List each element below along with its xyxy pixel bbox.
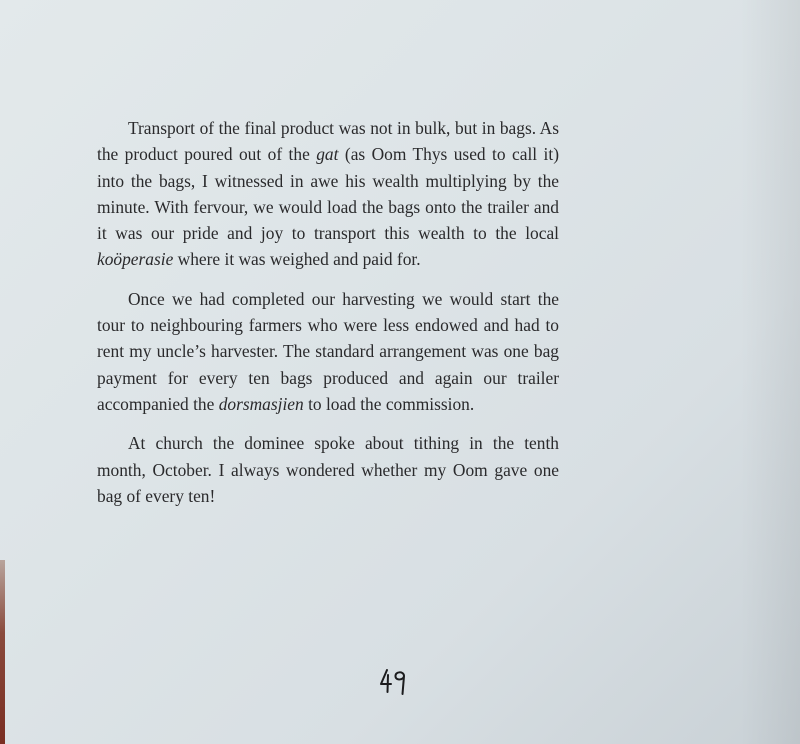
page-number xyxy=(378,664,408,698)
paragraph-2-text-b: to load the commission. xyxy=(303,393,475,414)
italic-term-dorsmasjien: dorsmasjien xyxy=(218,393,304,414)
handwritten-page-number xyxy=(378,664,408,698)
paragraph-1-text-c: where it was weighed and paid for. xyxy=(173,249,421,270)
body-text xyxy=(97,115,559,522)
paragraph-3 xyxy=(97,430,559,509)
paragraph-2-text-a: Once we had completed our harvesting we would start the tour to neighbouring farmers who were less endowed and had to rent my uncle’s harvester. The standard arrangement was one bag payment for every ten bags produced and again our trailer accompanied the xyxy=(97,288,559,414)
paragraph-1 xyxy=(97,115,559,273)
paragraph-3-text: At church the dominee spoke about tithing in the tenth month, October. I always wondered whether my Oom gave one bag of every ten! xyxy=(97,433,559,506)
paragraph-1-text-a: Transport of the final product was not in bulk, but in bags. As the product poured out of the xyxy=(97,118,559,165)
page-shadow xyxy=(740,0,800,744)
italic-term-kooperasie: koöperasie xyxy=(97,249,174,270)
paragraph-2 xyxy=(97,286,559,417)
italic-term-gat: gat xyxy=(316,144,339,165)
paragraph-1-text-b: (as Oom Thys used to call it) into the bags, I witnessed in awe his wealth multiplying by the minute. With fervour, we would load the bags onto the trailer and it was our pride and joy to transport this wealth to the local xyxy=(97,144,560,244)
book-edge xyxy=(0,560,5,744)
